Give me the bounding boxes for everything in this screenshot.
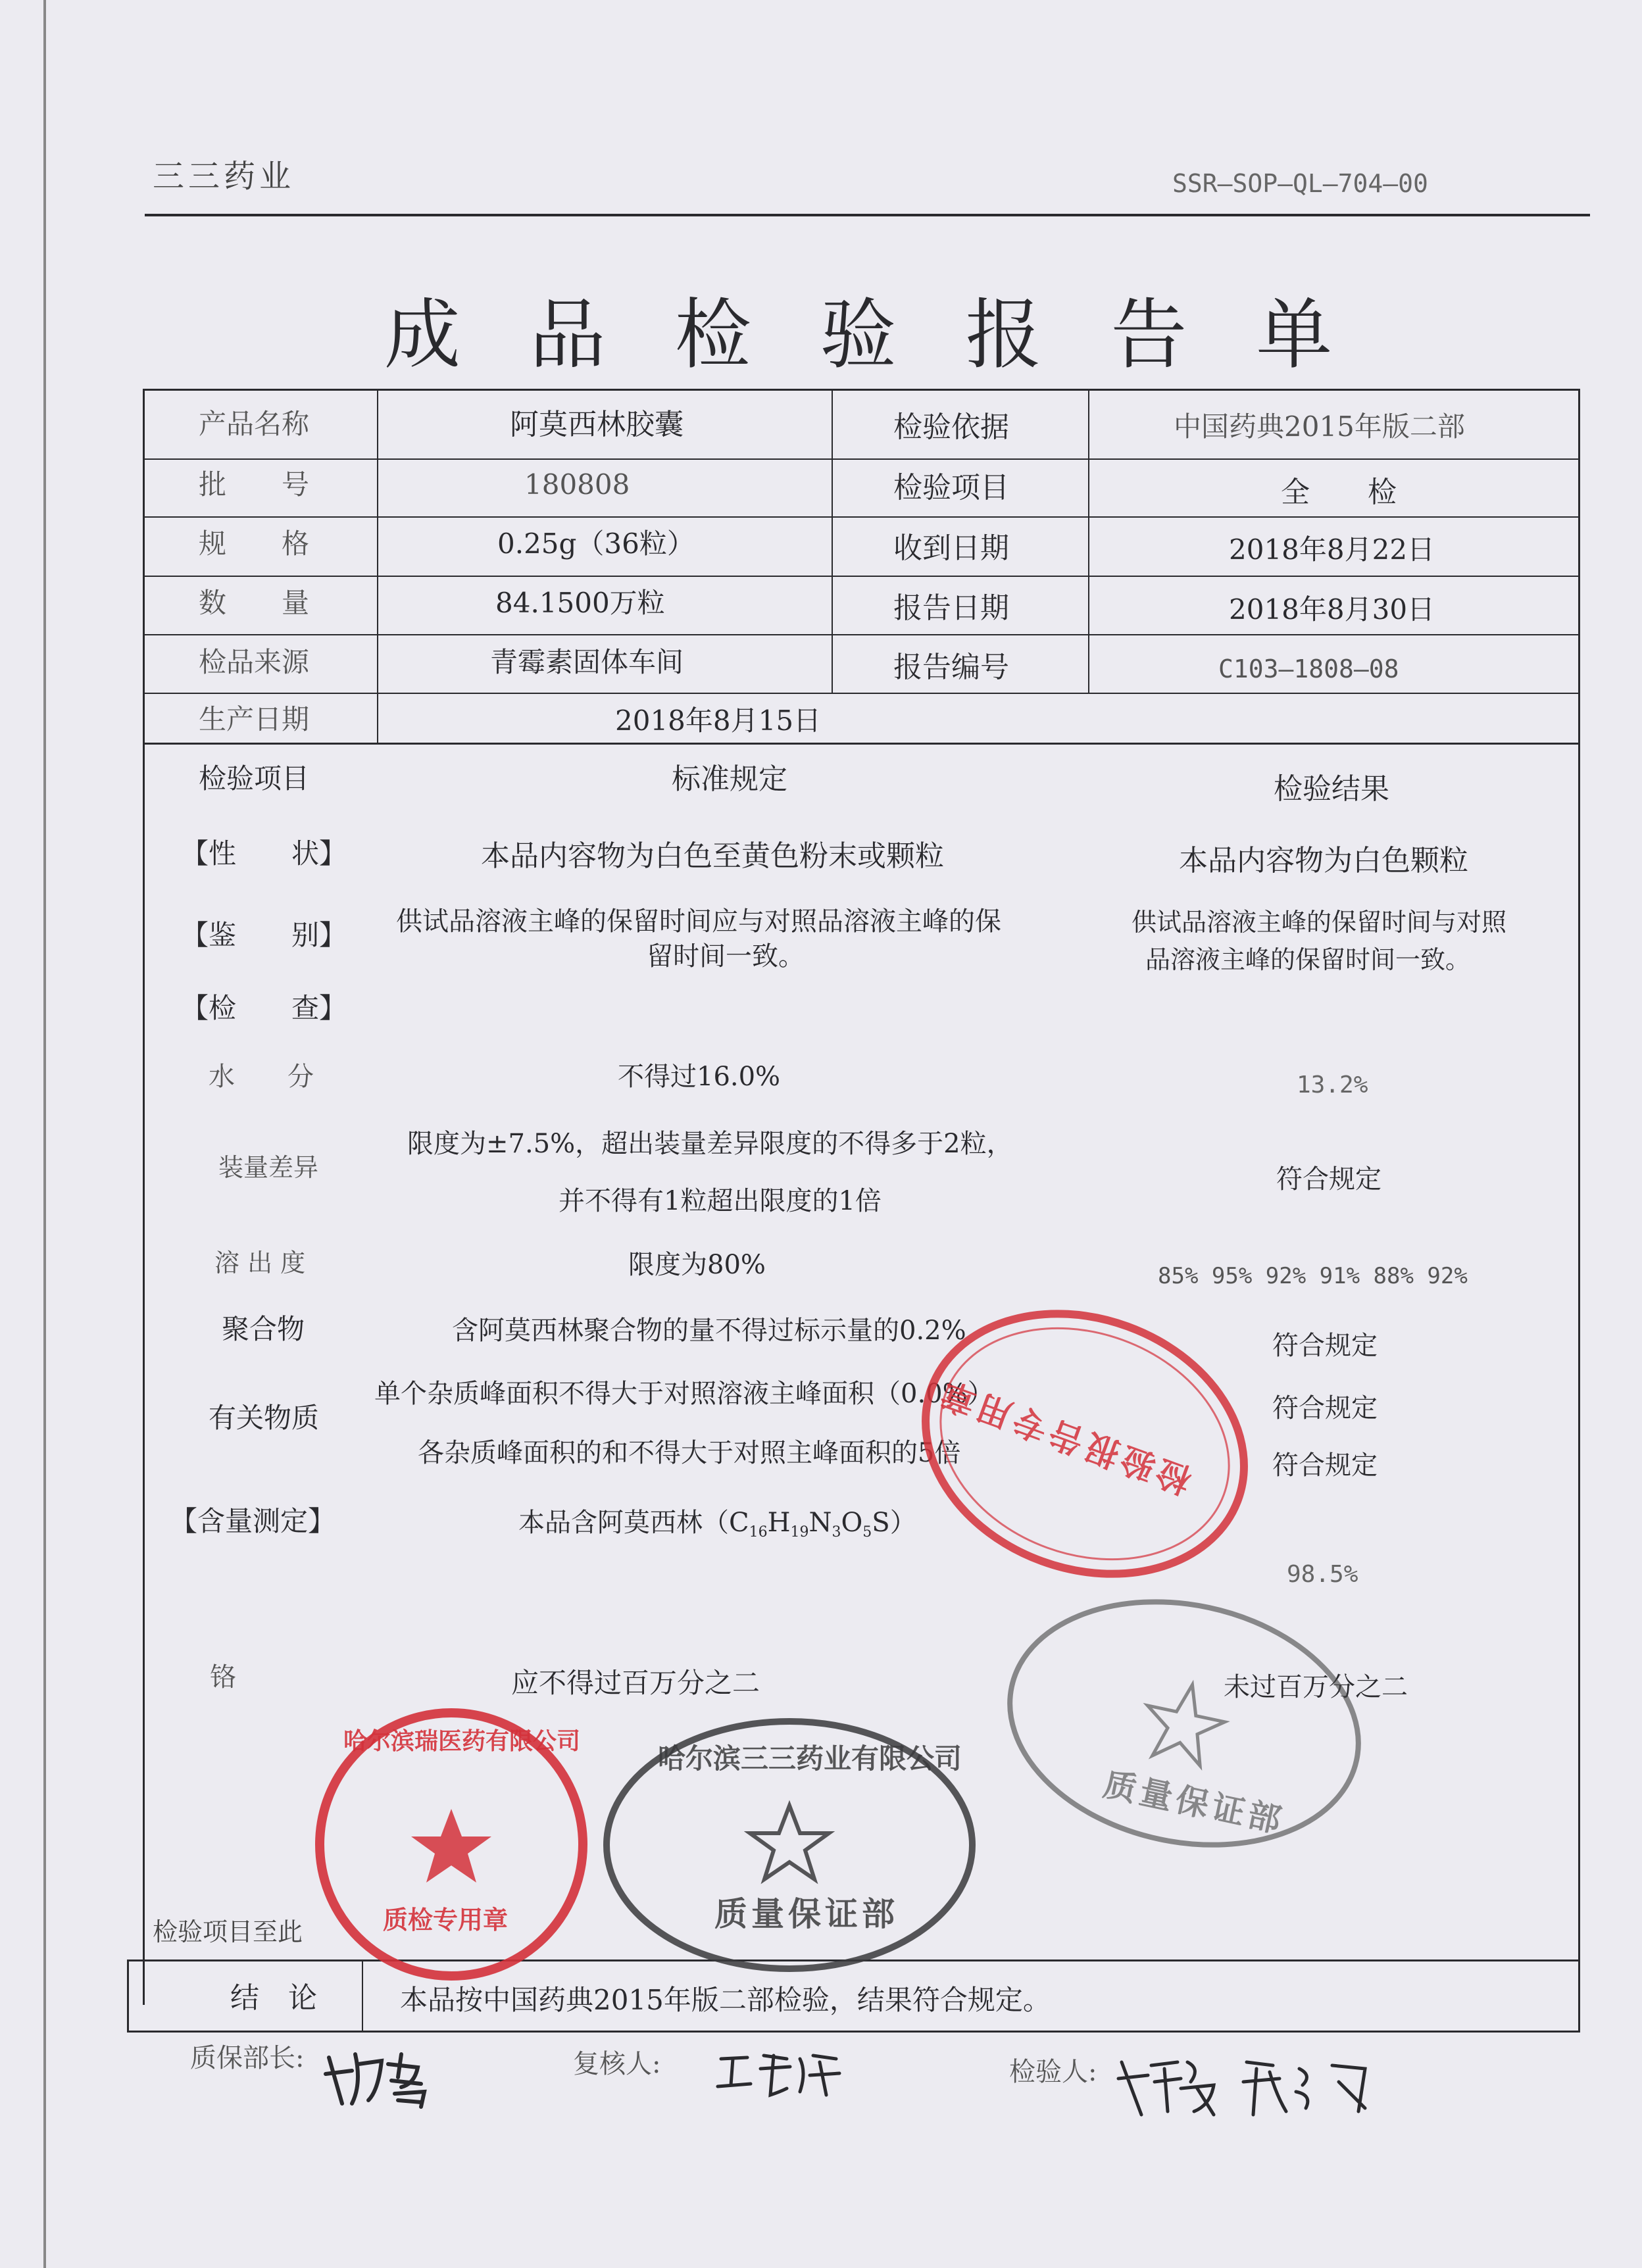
col-line (1088, 389, 1089, 693)
header-rule (145, 214, 1590, 216)
assay-h: H (767, 1508, 791, 1538)
dissolution-label: 溶 出 度 (214, 1248, 306, 1277)
col-line (832, 389, 833, 693)
chromium-result: 未过百万分之二 (1224, 1672, 1408, 1702)
prod-date-value: 2018年8月15日 (615, 704, 822, 737)
assay-sub-h: 19 (790, 1524, 809, 1541)
assay-sub-o: 5 (862, 1524, 872, 1541)
qa-head-signature (322, 2044, 467, 2110)
doc-code: SSR—SOP—QL—704—00 (1172, 169, 1428, 198)
qa-dept-stamp-right-mark (977, 1556, 1392, 1890)
source-label: 检品来源 (199, 646, 310, 678)
conclusion-label: 结 论 (230, 1981, 317, 2015)
qa-head-signature-mark (322, 2044, 467, 2110)
related-substances-standard-2: 各杂质峰面积的和不得大于对照主峰面积的5倍 (418, 1438, 961, 1468)
assay-o: O (841, 1508, 863, 1538)
row-line (143, 516, 1580, 518)
inspector-label: 检验人: (1009, 2057, 1097, 2087)
assay-s: S） (872, 1508, 916, 1538)
fill-variation-result: 符合规定 (1276, 1164, 1381, 1195)
company-name: 三三药业 (153, 158, 295, 195)
company-seal-dark (599, 1713, 980, 1977)
report-title: 成 品 检 验 报 告 单 (384, 291, 1355, 380)
identification-result-2: 品溶液主峰的保留时间一致。 (1145, 945, 1471, 974)
qa-head-label: 质保部长: (190, 2043, 305, 2073)
row-line (143, 458, 1580, 460)
conclusion-text: 本品按中国药典2015年版二部检验，结果符合规定。 (400, 1984, 1051, 2016)
polymer-result: 符合规定 (1272, 1331, 1378, 1361)
fill-variation-label: 装量差异 (218, 1153, 319, 1182)
batch-value: 180808 (524, 468, 630, 501)
reviewer-signature-mark (714, 2046, 846, 2105)
check-label: 【检 查】 (181, 992, 347, 1024)
qty-label: 数 量 (199, 587, 310, 619)
water-standard: 不得过16.0% (618, 1062, 781, 1092)
reviewer-signature (714, 2046, 846, 2105)
chromium-standard: 应不得过百万分之二 (511, 1667, 760, 1699)
appearance-label: 【性 状】 (181, 837, 347, 870)
items-value: 全 检 (1281, 476, 1397, 509)
report-no-label: 报告编号 (893, 651, 1009, 684)
polymer-standard: 含阿莫西林聚合物的量不得过标示量的0.2% (452, 1316, 966, 1346)
reviewer-label: 复核人: (573, 2049, 661, 2079)
assay-standard-text: 本品含阿莫西林（C (518, 1508, 749, 1538)
received-value: 2018年8月22日 (1229, 533, 1435, 566)
dissolution-result: 85% 95% 92% 91% 88% 92% (1158, 1263, 1468, 1289)
identification-standard-1: 供试品溶液主峰的保留时间应与对照品溶液主峰的保 (396, 906, 1001, 937)
identification-label: 【鉴 别】 (181, 919, 347, 951)
prod-date-label: 生产日期 (199, 703, 310, 735)
report-date-value: 2018年8月30日 (1229, 593, 1435, 626)
assay-label: 【含量测定】 (170, 1505, 336, 1537)
appearance-standard: 本品内容物为白色至黄色粉末或颗粒 (481, 839, 944, 873)
page-left-edge (43, 0, 46, 2268)
standard-header: 标准规定 (672, 762, 787, 796)
company-seal-red-text: 哈尔滨瑞医药有限公司 (343, 1728, 581, 1755)
identification-result-1: 供试品溶液主峰的保留时间与对照 (1132, 908, 1507, 937)
source-value: 青霉素固体车间 (490, 646, 684, 678)
basis-label: 检验依据 (893, 410, 1009, 444)
chromium-label: 铬 (210, 1662, 236, 1692)
company-seal-dark-inner-text: 质量保证部 (714, 1895, 899, 1933)
product-name-label: 产品名称 (199, 408, 310, 440)
basis-value: 中国药典2015年版二部 (1174, 410, 1465, 443)
qa-dept-stamp-right-text: 质量保证部 (1100, 1765, 1289, 1841)
test-item-header: 检验项目 (199, 762, 310, 795)
assay-standard (518, 1510, 916, 1540)
row-line (143, 693, 1580, 694)
spec-label: 规 格 (199, 528, 310, 560)
assay-sub-n: 3 (832, 1524, 841, 1541)
assay-n: N (809, 1508, 832, 1538)
received-label: 收到日期 (893, 531, 1009, 565)
company-seal-red (311, 1704, 592, 1985)
spec-value: 0.25g（36粒） (497, 528, 695, 560)
report-date-label: 报告日期 (893, 591, 1009, 625)
product-name-value: 阿莫西林胶囊 (510, 408, 684, 441)
qa-dept-stamp-right (977, 1556, 1392, 1890)
result-header: 检验结果 (1274, 772, 1389, 806)
related-substances-standard-1: 单个杂质峰面积不得大于对照溶液主峰面积（0.0%） (374, 1379, 994, 1409)
fill-variation-standard-1: 限度为±7.5%，超出装量差异限度的不得多于2粒， (407, 1129, 1013, 1159)
inspector-signature (1115, 2049, 1405, 2121)
row-line (143, 634, 1580, 635)
assay-result: 98.5% (1287, 1561, 1358, 1588)
assay-sub-c: 16 (749, 1524, 768, 1541)
qty-value: 84.1500万粒 (495, 587, 665, 619)
water-label: 水 分 (209, 1062, 314, 1092)
row-line (143, 576, 1580, 577)
report-no-value: C103—1808—08 (1218, 654, 1399, 683)
tests-end-label: 检验项目至此 (153, 1917, 303, 1946)
inspection-report-stamp-text: 检验报告专用章 (932, 1371, 1197, 1500)
related-substances-result-2: 符合规定 (1272, 1450, 1378, 1481)
test-section-right (1578, 745, 1580, 2005)
batch-label: 批 号 (199, 468, 310, 501)
items-label: 检验项目 (893, 471, 1009, 505)
related-substances-result-1: 符合规定 (1272, 1393, 1378, 1423)
polymer-label: 聚合物 (222, 1313, 305, 1345)
dissolution-standard: 限度为80% (628, 1250, 766, 1280)
test-section-left (143, 745, 145, 2005)
water-result: 13.2% (1297, 1072, 1368, 1098)
related-substances-label: 有关物质 (209, 1402, 320, 1434)
company-seal-red-inner-text: 质检专用章 (383, 1906, 509, 1935)
col-line (377, 389, 378, 745)
identification-standard-2: 留时间一致。 (647, 941, 805, 972)
inspector-signature-mark (1115, 2049, 1405, 2121)
company-seal-dark-text: 哈尔滨三三药业有限公司 (658, 1742, 962, 1775)
appearance-result: 本品内容物为白色颗粒 (1179, 844, 1468, 877)
fill-variation-standard-2: 并不得有1粒超出限度的1倍 (559, 1186, 882, 1216)
